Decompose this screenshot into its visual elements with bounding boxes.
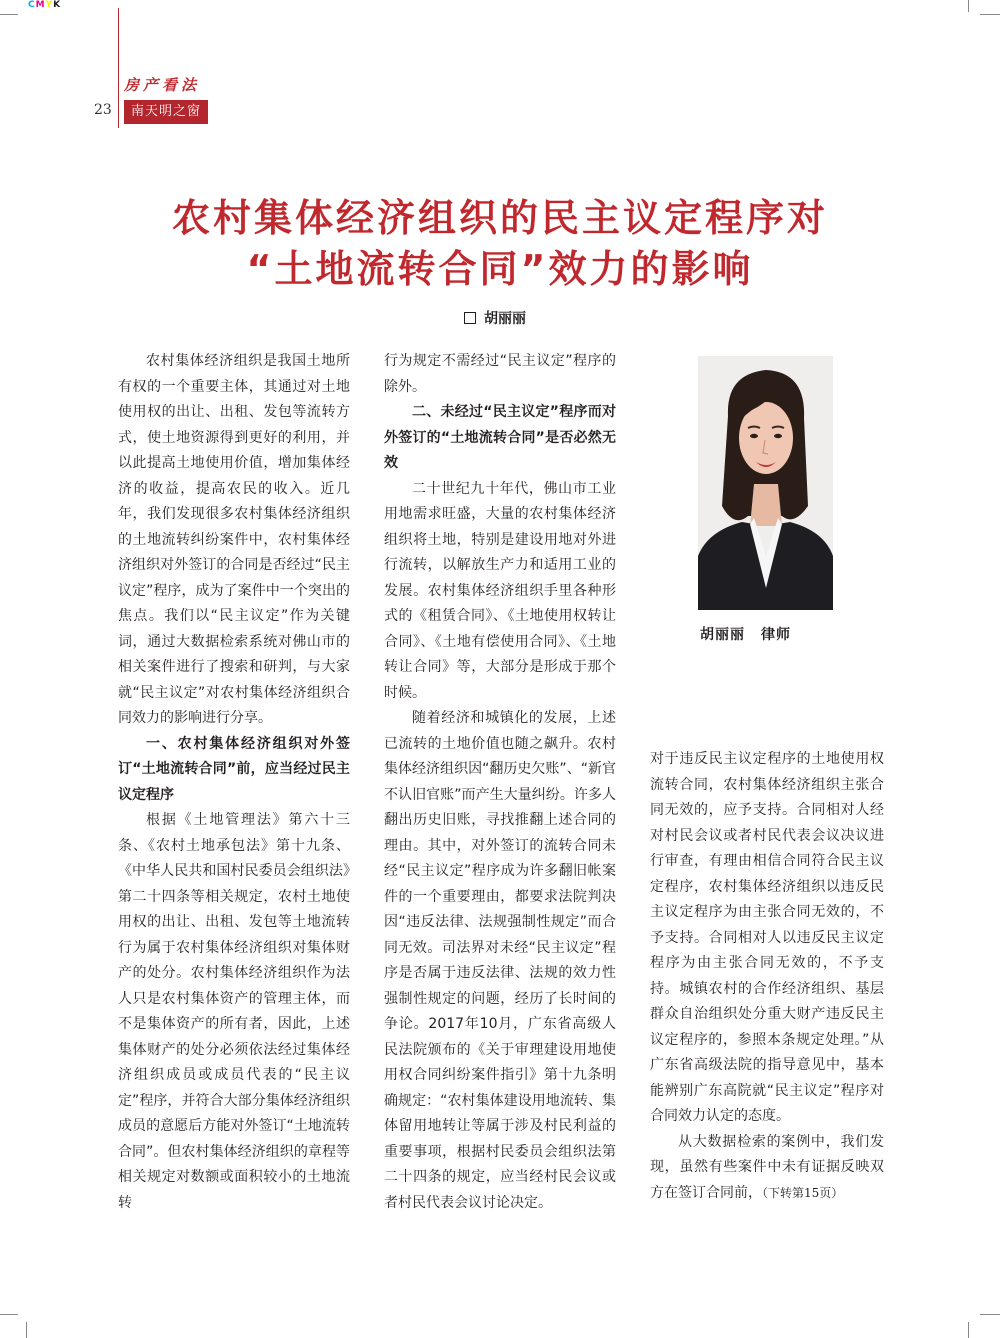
section-heading: 一、农村集体经济组织对外签订“土地流转合同”前，应当经过民主议定程序 <box>118 735 350 803</box>
byline <box>464 308 526 328</box>
paragraph: 行为规定不需经过“民主议定”程序的除外。 <box>384 353 616 395</box>
page-number: 23 <box>94 102 112 118</box>
text-column-1 <box>118 349 350 1216</box>
color-registration-strip <box>28 0 61 10</box>
registration-m: M <box>35 0 46 10</box>
text-column-2 <box>384 349 616 1216</box>
crop-mark <box>0 14 18 15</box>
author-photo <box>698 356 833 610</box>
section-heading: 二、未经过“民主议定”程序而对外签订的“土地流转合同”是否必然无效 <box>384 404 616 471</box>
caption-name: 胡丽丽 <box>700 627 745 643</box>
column-badge: 南天明之窗 <box>124 100 208 124</box>
registration-y: Y <box>45 0 54 10</box>
paragraph: 农村集体经济组织是我国土地所有权的一个重要主体，其通过对土地使用权的出让、出租、发包等流转方式，使土地资源得到更好的利用，并以此提高土地使用价值，增加集体经济的收益，提高农民的收入。近几年，我们发现很多农村集体经济组织的土地流转纠纷案件中，农村集体经济组织对外签订的合同是否经过“民主议定”程序，成为了案件中一个突出的焦点。我们以“民主议定”作为关键词，通过大数据检索系统对佛山市的相关案件进行了搜索和研判，与大家就“民主议定”对农村集体经济组织合同效力的影响进行分享。 <box>118 353 350 726</box>
header-rule <box>118 8 119 128</box>
paragraph: 二十世纪九十年代，佛山市工业用地需求旺盛，大量的农村集体经济组织将土地，特别是建设用地对外进行流转，以解放生产力和适用工业的发展。农村集体经济组织手里各种形式的《租赁合同》、《土地使用权转让合同》、《土地有偿使用合同》、《土地转让合同》等，大部分是形成于那个时候。 <box>384 480 616 701</box>
paragraph <box>650 1130 884 1207</box>
byline-box-icon <box>464 312 476 324</box>
paragraph: 对于违反民主议定程序的土地使用权流转合同，农村集体经济组织主张合同无效的，应予支持。合同相对人经对村民会议或者村民代表会议决议进行审查，有理由相信合同符合民主议定程序，农村集体经济组织以违反民主议定程序为由主张合同无效的，不予支持。合同相对人以违反民主议定程序为由主张合同无效的，不予支持。城镇农村的合作经济组织、基层群众自治组织处分重大财产违反民主议定程序的，参照本条规定处理。”从广东省高级法院的指导意见中，基本能辨别广东高院就“民主议定”程序对合同效力认定的态度。 <box>650 751 884 1124</box>
crop-mark <box>968 0 969 12</box>
photo-caption <box>700 624 791 644</box>
caption-role: 律师 <box>761 627 791 643</box>
portrait-illustration <box>698 356 833 610</box>
crop-mark <box>980 14 1000 15</box>
crop-mark <box>968 1322 969 1338</box>
article-title-line-2: “土地流转合同”效力的影响 <box>246 247 754 291</box>
paragraph: 根据《土地管理法》第六十三条、《农村土地承包法》第十九条、《中华人民共和国村民委员会组织法》第二十四条等相关规定，农村土地使用权的出让、出租、发包等土地流转行为属于农村集体经济组织对集体财产的处分。农村集体经济组织作为法人只是农村集体资产的管理主体，而不是集体资产的所有者，因此，上述集体财产的处分必须依法经过集体经济组织成员或成员代表的“民主议定”程序，并符合大部分集体经济组织成员的意愿后方能对外签订“土地流转合同”。但农村集体经济组织的章程等相关规定对数额或面积较小的土地流转 <box>118 812 350 1211</box>
registration-k: K <box>53 0 62 10</box>
crop-mark <box>0 1314 18 1315</box>
text-column-3 <box>650 747 884 1206</box>
article-title-line-1: 农村集体经济组织的民主议定程序对 <box>171 196 828 240</box>
crop-mark <box>26 1322 27 1338</box>
paragraph-text: 从大数据检索的案例中，我们发现，虽然有些案件中未有证据反映双方在签订合同前， <box>650 1133 884 1201</box>
crop-mark <box>980 1314 1000 1315</box>
registration-c: C <box>28 0 36 10</box>
paragraph: 随着经济和城镇化的发展，上述已流转的土地价值也随之飙升。农村集体经济组织因“翻历史欠账”、“新官不认旧官账”而产生大量纠纷。许多人翻出历史旧账，寻找推翻上述合同的理由。其中，对外签订的流转合同未经“民主议定”程序成为许多翻旧帐案件的一个重要理由，都要求法院判决因“违反法律、法规强制性规定”而合同无效。司法界对未经“民主议定”程序是否属于违反法律、法规的效力性强制性规定的问题，经历了长时间的争论。2017年10月，广东省高级人民法院颁布的《关于审理建设用地使用权合同纠纷案件指引》第十九条明确规定：“农村集体建设用地流转、集体留用地转让等属于涉及村民利益的重要事项，根据村民委员会组织法第二十四条的规定，应当经村民会议或者村民代表会议讨论决定。 <box>384 710 616 1211</box>
section-label: 房产看法 <box>124 76 201 94</box>
author-name: 胡丽丽 <box>484 311 526 327</box>
continued-note: （下转第15页） <box>762 1185 844 1200</box>
